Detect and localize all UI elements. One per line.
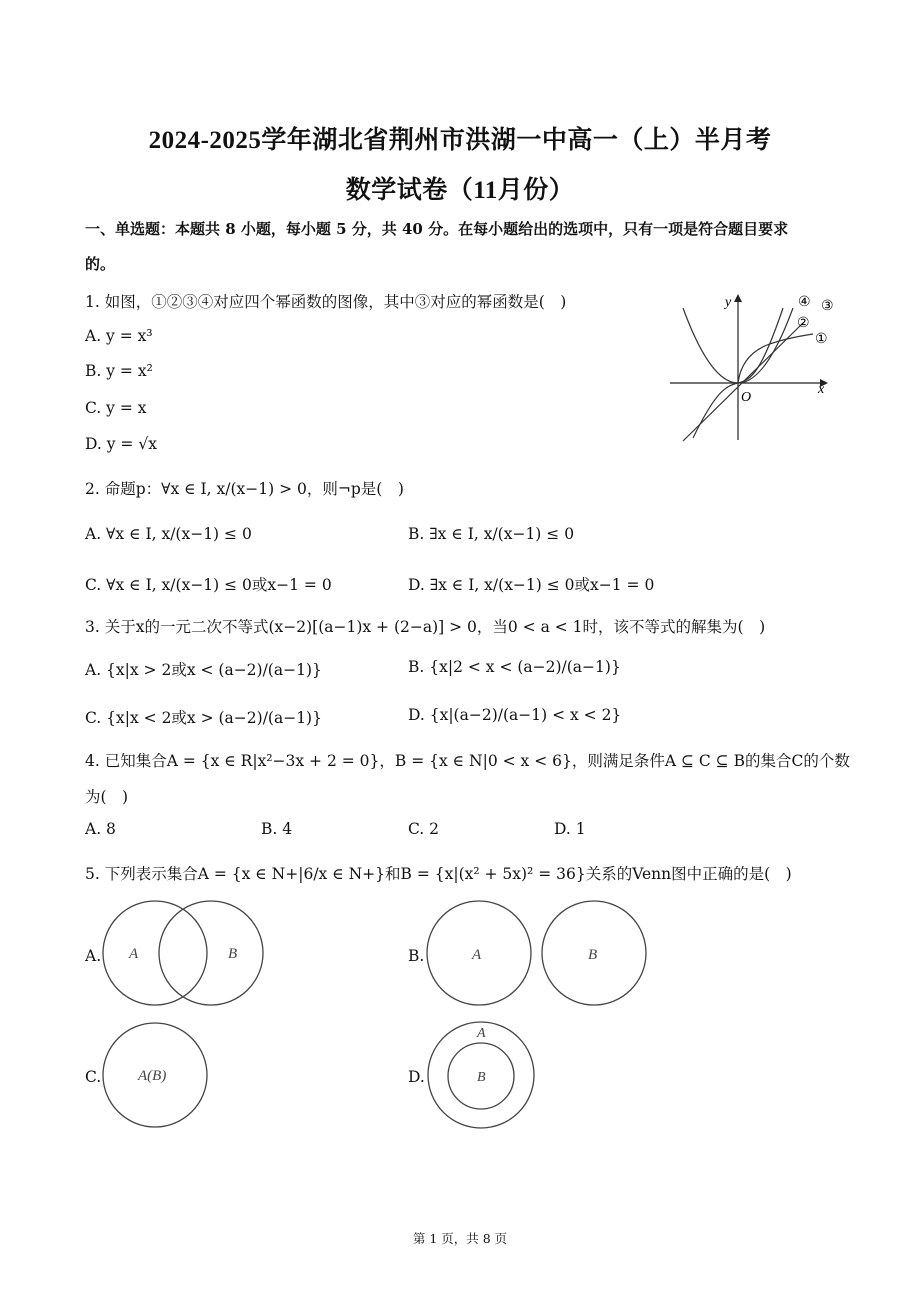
origin-label: O bbox=[741, 390, 752, 405]
question-2-stem: 2. 命题p：∀x ∈ I, x/(x−1) > 0，则¬p是( ) bbox=[85, 480, 404, 498]
venn-option-c bbox=[100, 1020, 215, 1130]
question-4-option-d: D. 1 bbox=[554, 820, 586, 838]
curve-label-3: ③ bbox=[821, 299, 834, 314]
question-5-option-c-label: C. bbox=[85, 1068, 102, 1086]
question-3-option-c: C. {x|x < 2或x > (a−2)/(a−1)} bbox=[85, 709, 322, 727]
question-4-option-b: B. 4 bbox=[261, 820, 293, 838]
venn-c-label: A(B) bbox=[138, 1068, 167, 1084]
question-5-option-d-label: D. bbox=[408, 1068, 425, 1086]
curve-2-linear bbox=[683, 323, 803, 441]
question-4-stem: 4. 已知集合A = {x ∈ R|x²−3x + 2 = 0}，B = {x ∈ N|0 < x < 6}，则满足条件A ⊆ C ⊆ B的集合C的个数 bbox=[85, 752, 850, 770]
question-2-option-b: B. ∃x ∈ I, x/(x−1) ≤ 0 bbox=[408, 525, 575, 543]
page-title: 2024-2025学年湖北省荆州市洪湖一中高一（上）半月考 bbox=[148, 127, 772, 154]
y-axis-arrow bbox=[734, 294, 742, 302]
question-1-option-c: C. y = x bbox=[85, 399, 147, 417]
venn-a-label-a: A bbox=[129, 946, 139, 962]
question-5-option-b-label: B. bbox=[408, 947, 425, 965]
x-axis-label: x bbox=[818, 382, 825, 397]
venn-a-circle-b bbox=[159, 901, 263, 1005]
venn-b-label-a: A bbox=[472, 947, 482, 963]
page-footer: 第 1 页，共 8 页 bbox=[412, 1231, 508, 1246]
curve-label-4: ④ bbox=[798, 295, 811, 310]
question-1-option-b: B. y = x² bbox=[85, 362, 153, 380]
section-heading: 一、单选题：本题共 8 小题，每小题 5 分，共 40 分。在每小题给出的选项中，只有一项是符合题目要求 bbox=[85, 220, 789, 238]
question-4-option-c: C. 2 bbox=[408, 820, 440, 838]
y-axis-label: y bbox=[725, 295, 732, 310]
question-1-stem: 1. 如图，①②③④对应四个幂函数的图像，其中③对应的幂函数是( ) bbox=[85, 293, 567, 311]
venn-d-label-a: A bbox=[477, 1026, 486, 1041]
question-1-option-d: D. y = √x bbox=[85, 435, 157, 453]
question-2-option-a: A. ∀x ∈ I, x/(x−1) ≤ 0 bbox=[85, 525, 252, 543]
curve-label-2: ② bbox=[797, 316, 810, 331]
venn-b-label-b: B bbox=[588, 947, 598, 963]
venn-option-a bbox=[100, 898, 270, 1008]
venn-option-b bbox=[424, 898, 654, 1008]
question-2-option-c: C. ∀x ∈ I, x/(x−1) ≤ 0或x−1 = 0 bbox=[85, 576, 332, 594]
question-3-option-b: B. {x|2 < x < (a−2)/(a−1)} bbox=[408, 658, 621, 676]
question-5-option-a-label: A. bbox=[85, 947, 102, 965]
venn-a-circle-a bbox=[103, 901, 207, 1005]
question-4-stem-cont: 为( ) bbox=[85, 788, 129, 806]
question-3-option-d: D. {x|(a−2)/(a−1) < x < 2} bbox=[408, 706, 622, 724]
section-heading-cont: 的。 bbox=[85, 255, 116, 273]
venn-d-label-b: B bbox=[477, 1070, 486, 1085]
venn-a-label-b: B bbox=[228, 946, 238, 962]
question-5-stem: 5. 下列表示集合A = {x ∈ N+|6/x ∈ N+}和B = {x|(x² + 5x)² = 36}关系的Venn图中正确的是( ) bbox=[85, 865, 792, 883]
power-function-graph bbox=[665, 288, 840, 448]
venn-option-d bbox=[424, 1018, 539, 1130]
curve-label-1: ① bbox=[815, 332, 828, 347]
question-2-option-d: D. ∃x ∈ I, x/(x−1) ≤ 0或x−1 = 0 bbox=[408, 576, 655, 594]
page-subtitle: 数学试卷（11月份） bbox=[345, 177, 575, 204]
question-1-option-a: A. y = x³ bbox=[85, 327, 153, 345]
question-4-option-a: A. 8 bbox=[85, 820, 116, 838]
question-3-option-a: A. {x|x > 2或x < (a−2)/(a−1)} bbox=[85, 661, 322, 679]
question-3-stem: 3. 关于x的一元二次不等式(x−2)[(a−1)x + (2−a)] > 0，当0 < a < 1时，该不等式的解集为( ) bbox=[85, 618, 766, 636]
